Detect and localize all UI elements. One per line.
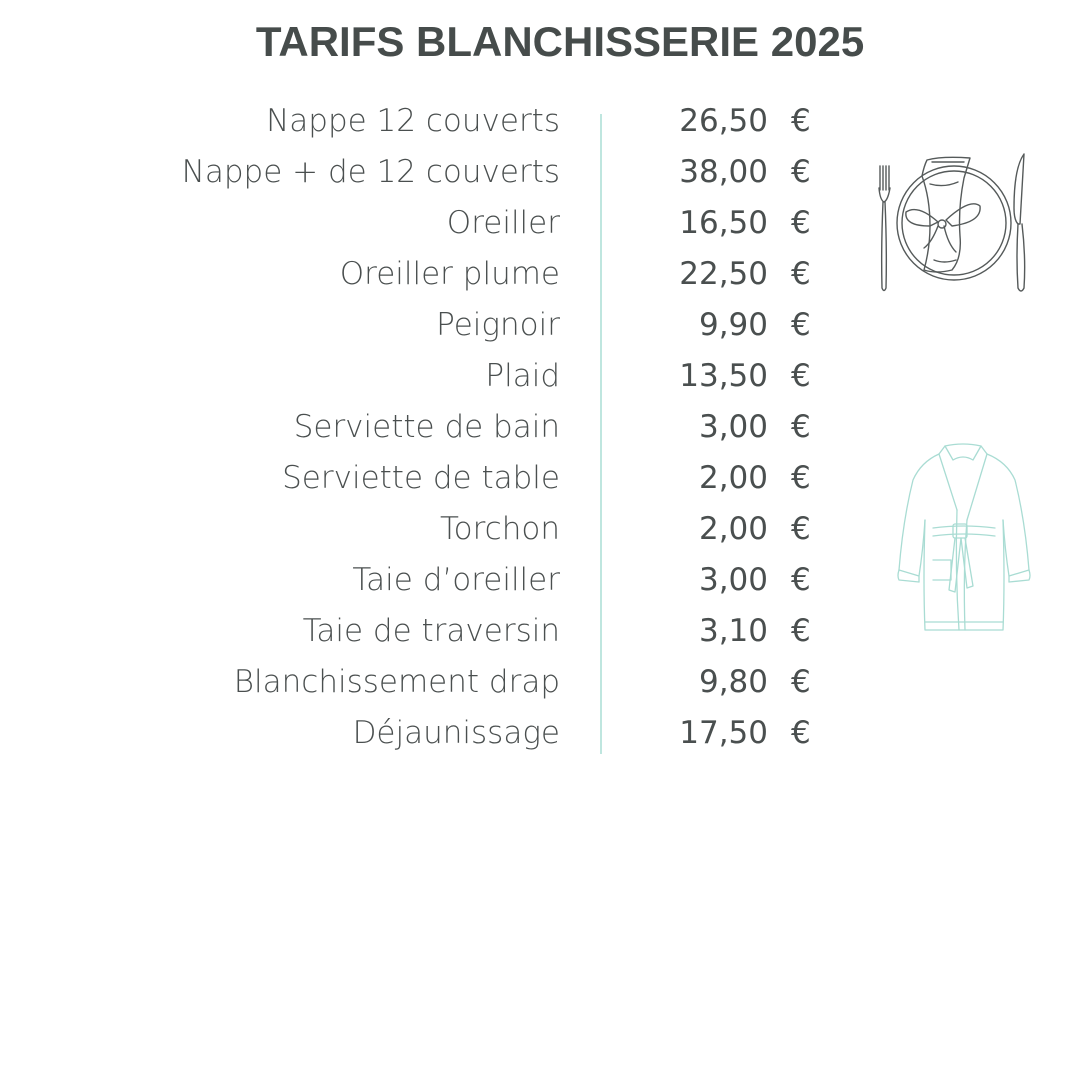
price-row bbox=[0, 708, 1080, 759]
price-row bbox=[0, 351, 1080, 402]
item-price: 22,50 bbox=[679, 256, 768, 292]
item-label: Blanchissement drap bbox=[233, 664, 560, 700]
item-label: Oreiller plume bbox=[339, 256, 560, 292]
item-label: Oreiller bbox=[446, 205, 560, 241]
table-setting-icon bbox=[872, 148, 1036, 298]
item-price: 17,50 bbox=[679, 715, 768, 751]
item-label: Taie d’oreiller bbox=[352, 562, 560, 598]
currency-symbol: € bbox=[791, 562, 811, 598]
currency-symbol: € bbox=[791, 715, 811, 751]
currency-symbol: € bbox=[791, 613, 811, 649]
item-label: Serviette de table bbox=[282, 460, 560, 496]
item-label: Nappe 12 couverts bbox=[266, 103, 560, 139]
page-title: TARIFS BLANCHISSERIE 2025 bbox=[255, 18, 865, 65]
item-label: Nappe + de 12 couverts bbox=[181, 154, 560, 190]
price-row bbox=[0, 657, 1080, 708]
item-price: 9,80 bbox=[698, 664, 768, 700]
item-label: Plaid bbox=[485, 358, 560, 394]
currency-symbol: € bbox=[791, 460, 811, 496]
item-price: 2,00 bbox=[698, 460, 768, 496]
currency-symbol: € bbox=[791, 154, 811, 190]
item-label: Déjaunissage bbox=[352, 715, 560, 751]
price-row bbox=[0, 96, 1080, 147]
currency-symbol: € bbox=[791, 409, 811, 445]
price-row bbox=[0, 300, 1080, 351]
item-price: 26,50 bbox=[679, 103, 768, 139]
currency-symbol: € bbox=[791, 256, 811, 292]
item-price: 38,00 bbox=[679, 154, 768, 190]
item-price: 3,10 bbox=[698, 613, 768, 649]
item-label: Taie de traversin bbox=[302, 613, 560, 649]
item-price: 9,90 bbox=[698, 307, 768, 343]
currency-symbol: € bbox=[791, 205, 811, 241]
currency-symbol: € bbox=[791, 358, 811, 394]
currency-symbol: € bbox=[791, 664, 811, 700]
item-price: 2,00 bbox=[698, 511, 768, 547]
item-label: Peignoir bbox=[436, 307, 560, 343]
bathrobe-icon bbox=[893, 440, 1035, 640]
item-label: Torchon bbox=[439, 511, 560, 547]
item-price: 3,00 bbox=[698, 562, 768, 598]
item-price: 13,50 bbox=[679, 358, 768, 394]
item-price: 16,50 bbox=[679, 205, 768, 241]
currency-symbol: € bbox=[791, 103, 811, 139]
currency-symbol: € bbox=[791, 307, 811, 343]
column-divider bbox=[600, 114, 602, 754]
item-label: Serviette de bain bbox=[293, 409, 560, 445]
currency-symbol: € bbox=[791, 511, 811, 547]
item-price: 3,00 bbox=[698, 409, 768, 445]
